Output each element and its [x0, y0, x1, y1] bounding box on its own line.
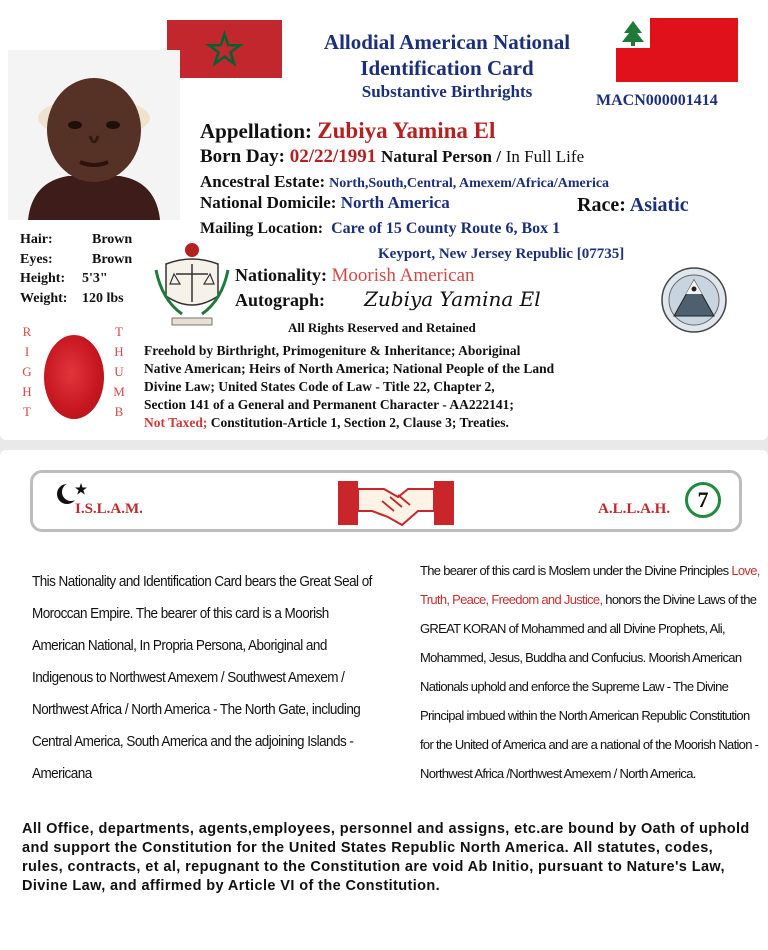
height-row: Height: 5'3": [20, 271, 108, 286]
moorish-flag-icon: [616, 18, 738, 82]
appellation-row: Appellation: Zubiya Yamina El: [200, 118, 496, 143]
islam-label: I.S.L.A.M.: [75, 501, 143, 517]
nationality-row: Nationality: Moorish American: [235, 265, 475, 286]
id-card-front: [0, 0, 768, 440]
domicile-row: National Domicile: North America: [200, 193, 450, 212]
birth-date: 02/22/1991: [289, 146, 377, 167]
hair-row: Hair: Brown: [20, 232, 133, 247]
born-day-row: Born Day: 02/22/1991 Natural Person / In Full Life: [200, 146, 585, 167]
divine-principles: Love, Truth, Peace, Freedom and Justice,: [420, 563, 760, 607]
appellation-value: Zubiya Yamina El: [317, 118, 496, 143]
thumbprint-image: [44, 335, 104, 419]
estate-row: Ancestral Estate: North,South,Central, Amexem/Africa/America: [200, 172, 610, 191]
seven-circle-icon: 7: [685, 482, 721, 518]
allah-label: A.L.L.A.H.: [598, 501, 671, 517]
portrait-photo: [8, 50, 180, 220]
right-label: R I G H T: [22, 324, 32, 419]
mailing-line-2: Keyport, New Jersey Republic [07735]: [378, 246, 625, 262]
coat-of-arms-icon: [152, 240, 232, 330]
nationality-value: Moorish American: [331, 265, 475, 286]
race-row: Race: Asiatic: [577, 194, 689, 216]
autograph-label: Autograph:: [235, 290, 326, 310]
handshake-icon: [338, 473, 454, 531]
pyramid-seal-icon: [660, 266, 728, 334]
constitution-statement: All Office, departments, agents,employees, personnel and assigns, etc.are bound by Oath of uphold and support the Constitution for the United States Republic North America. All statutes, codes, rules, contracts, et al, repugnant to the Constitution are void Ab Initio, pursuant to Nature's Law, Divine Law, and affirmed by Article VI of the Constitution.: [22, 821, 750, 894]
rights-reserved: All Rights Reserved and Retained: [288, 320, 476, 335]
moroccan-flag-icon: [167, 20, 282, 78]
thumb-label: T H U M B: [113, 324, 125, 419]
card-tagline: Substantive Birthrights: [361, 82, 533, 101]
not-taxed: Not Taxed;: [144, 415, 208, 430]
nationality-statement: This Nationality and Identification Card bears the Great Seal of Moroccan Empire. The bearer of this card is a Moorish American National, In Propria Persona, Aboriginal and Indigenous to Northwest Amexem / Southwest Amexem / Northwest Africa / North America - The North Gate, including Central America, South America and the adjoining Islands - Americana: [32, 573, 372, 782]
card-title: Allodial American National: [323, 30, 571, 54]
id-card-back: [0, 450, 768, 950]
header-banner: [30, 470, 742, 532]
weight-row: Weight: 120 lbs: [20, 291, 124, 306]
card-subtitle: Identification Card: [360, 56, 534, 80]
autograph-signature: Zubiya Yamina El: [364, 287, 541, 311]
eyes-row: Eyes: Brown: [20, 252, 133, 267]
mailing-row: Mailing Location: Care of 15 County Route 6, Box 1: [200, 220, 561, 237]
moslem-statement: The bearer of this card is Moslem under the Divine Principles Love, Truth, Peace, Freedom and Justice, honors the Divine Laws of the GREAT KORAN of Mohammed and all Divine Prophets, Ali, Mohammed, Jesus, Buddha and Confucius. Moorish American Nationals uphold and enforce the Supreme Law - The Divine Principal imbued within the North American Republic Constitution for the United of America and are a national of the Moorish Nation - Northwest Africa /Northwest Amexem / North America.: [420, 563, 760, 781]
card-number: MACN000001414: [596, 92, 718, 109]
freehold-statement: Freehold by Birthright, Primogeniture & Inheritance; Aboriginal Native American; Heirs of North America; National People of the Land Divine Law; United States Code of Law - Title 22, Chapter 2, Section 141 of a General and Permanent Character - AA222141; Not Taxed; Constitution-Article 1, Section 2, Clause 3; Treaties.: [144, 343, 555, 430]
